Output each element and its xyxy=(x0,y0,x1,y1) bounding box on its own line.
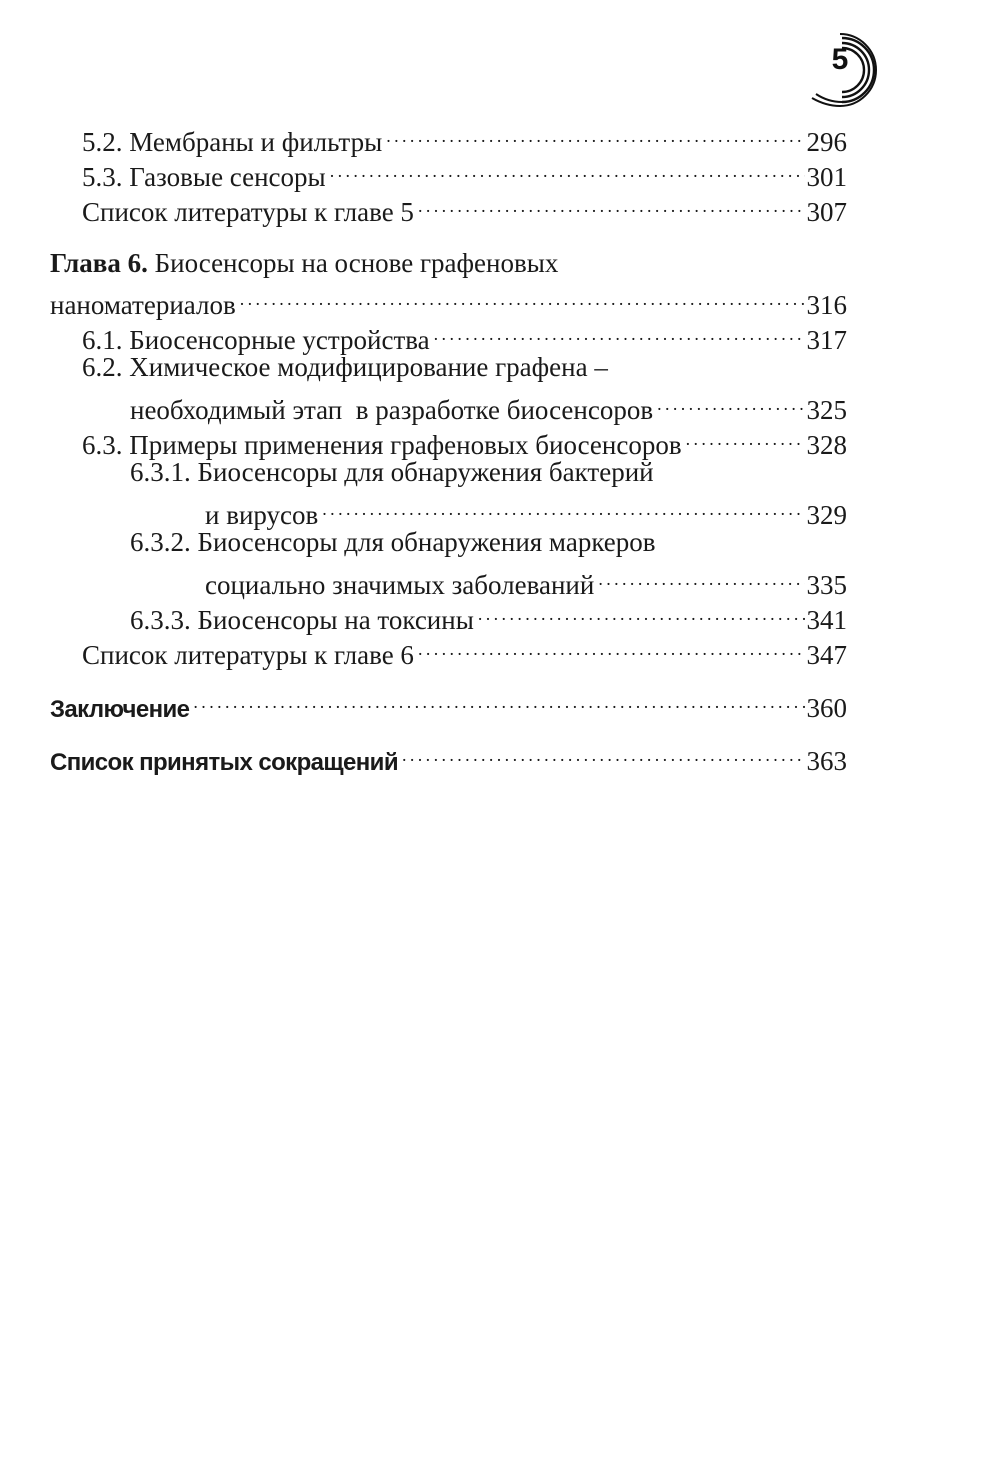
toc-leader-dots xyxy=(402,736,805,770)
toc-leader-dots xyxy=(330,152,805,186)
toc-entry-6-3-3[interactable] xyxy=(130,595,847,635)
toc-entry-page: 316 xyxy=(806,290,847,320)
toc-leader-dots xyxy=(686,420,805,454)
toc-entry-label: и вирусов xyxy=(205,500,319,530)
toc-entry-5-3[interactable] xyxy=(82,152,847,192)
chapter-title: Биосенсоры на основе графеновых xyxy=(147,248,559,278)
toc-entry-refs-5[interactable] xyxy=(82,187,847,227)
toc-entry-page: 363 xyxy=(806,746,847,776)
page-number: 5 xyxy=(831,43,849,76)
toc-entry-refs-6[interactable] xyxy=(82,630,847,670)
toc-entry-label: 6.3. Примеры применения графеновых биосенсоров xyxy=(82,430,682,460)
toc-entry-6-3-2[interactable] xyxy=(205,560,847,600)
toc-entry-label: наноматериалов xyxy=(50,290,236,320)
toc-entry-6-3-2-line1[interactable] xyxy=(130,525,656,559)
toc-chapter-6[interactable] xyxy=(50,280,847,320)
toc-entry-label: социально значимых заболеваний xyxy=(205,570,595,600)
toc-leader-dots xyxy=(240,280,805,314)
toc-entry-page: 301 xyxy=(806,162,847,192)
toc-chapter-6-title[interactable] xyxy=(50,246,558,280)
chapter-label: Глава 6. xyxy=(50,248,148,278)
toc-entry-page: 325 xyxy=(806,395,847,425)
toc-entry-page: 307 xyxy=(806,197,847,227)
toc-entry-6-3-1-line1[interactable] xyxy=(130,455,654,489)
toc-entry-label: 5.3. Газовые сенсоры xyxy=(82,162,326,192)
toc-leader-dots xyxy=(386,117,804,151)
toc-leader-dots xyxy=(478,595,805,629)
toc-leader-dots xyxy=(657,385,804,419)
toc-entry-5-2[interactable] xyxy=(82,117,847,157)
toc-leader-dots xyxy=(418,630,805,664)
toc-entry-6-3-1[interactable] xyxy=(205,490,847,530)
toc-entry-page: 347 xyxy=(806,640,847,670)
toc-entry-label: 6.3.1. Биосенсоры для обнаружения бактерий xyxy=(130,457,654,487)
toc-entry-6-2-line1[interactable] xyxy=(82,350,608,384)
toc-entry-label: 6.1. Биосенсорные устройства xyxy=(82,325,430,355)
toc-entry-label: 6.2. Химическое модифицирование графена – xyxy=(82,352,608,382)
toc-entry-6-1[interactable] xyxy=(82,315,847,355)
toc-entry-label: Заключение xyxy=(50,696,190,723)
toc-entry-page: 341 xyxy=(806,605,847,635)
toc-conclusion[interactable] xyxy=(50,683,847,723)
toc-leader-dots xyxy=(322,490,804,524)
toc-entry-6-3[interactable] xyxy=(82,420,847,460)
toc-entry-page: 335 xyxy=(806,570,847,600)
toc-entry-page: 329 xyxy=(806,500,847,530)
toc-abbreviations[interactable] xyxy=(50,736,847,776)
toc-entry-page: 317 xyxy=(806,325,847,355)
toc-entry-label: 5.2. Мембраны и фильтры xyxy=(82,127,383,157)
toc-entry-label: необходимый этап в разработке биосенсоров xyxy=(130,395,654,425)
toc-entry-label: Список литературы к главе 6 xyxy=(82,640,414,670)
toc-leader-dots xyxy=(193,683,804,717)
toc-entry-page: 360 xyxy=(806,693,847,723)
toc-entry-label: 6.3.2. Биосенсоры для обнаружения маркеров xyxy=(130,527,656,557)
toc-entry-page: 296 xyxy=(806,127,847,157)
toc-entry-label: Список литературы к главе 5 xyxy=(82,197,414,227)
toc-leader-dots xyxy=(598,560,804,594)
toc-entry-page: 328 xyxy=(806,430,847,460)
toc-entry-6-2[interactable] xyxy=(130,385,847,425)
toc-entry-label: 6.3.3. Биосенсоры на токсины xyxy=(130,605,474,635)
toc-entry-label: Список принятых сокращений xyxy=(50,749,398,776)
toc-leader-dots xyxy=(434,315,805,349)
toc-leader-dots xyxy=(418,187,805,221)
